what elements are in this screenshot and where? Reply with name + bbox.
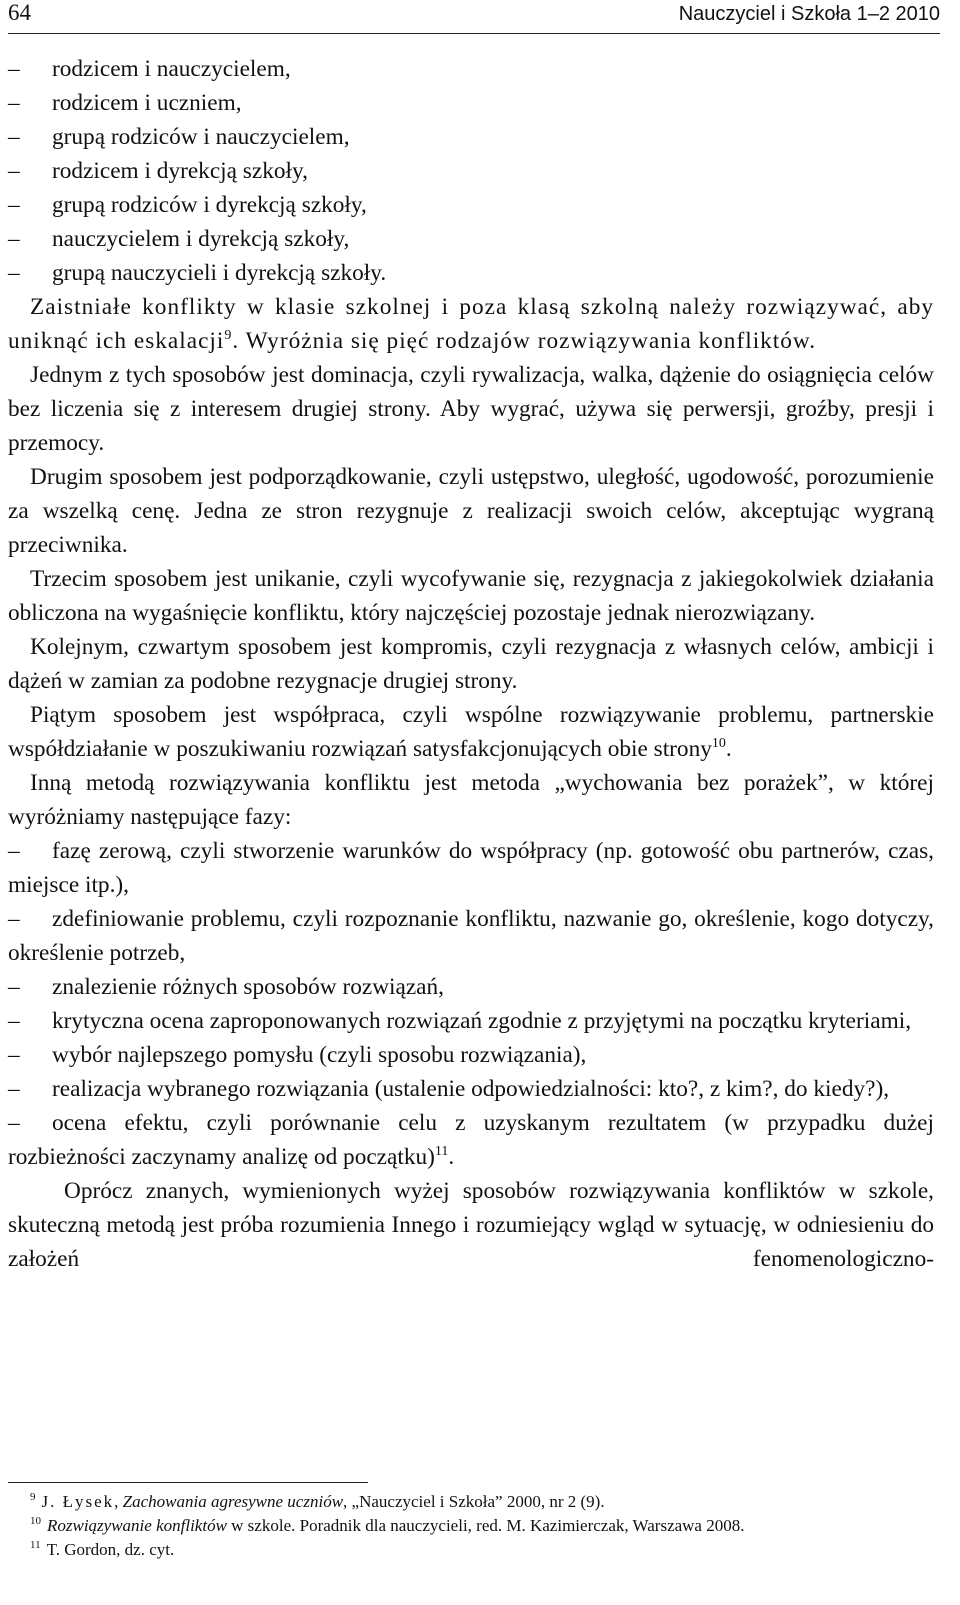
footnote-ref[interactable]: 10: [711, 736, 726, 751]
footnotes: [30, 1490, 930, 1562]
list-item: – krytyczna ocena zaproponowanych rozwiązań zgodnie z przyjętymi na początku kryteriami,: [8, 1004, 934, 1038]
list-item: – grupą rodziców i nauczycielem,: [8, 120, 934, 154]
paragraph-method: Inną metodą rozwiązywania konfliktu jest metoda „wychowania bez porażek”, w której wyróżniamy następujące fazy:: [8, 770, 934, 830]
list-item: – wybór najlepszego pomysłu (czyli sposobu rozwiązania),: [8, 1038, 934, 1072]
footnote-11: $^{11}$ T. Gordon, dz. cyt.: [30, 1539, 175, 1559]
list-item: – ocena efektu, czyli porównanie celu z uzyskanym rezultatem (w przypadku dużej rozbieżności zaczynamy analizę od początku)$^{11}$.: [8, 1106, 934, 1174]
list-item: – rodzicem i dyrekcją szkoły,: [8, 154, 934, 188]
paragraph-intro: Zaistniałe konflikty w klasie szkolnej i poza klasą szkolną należy rozwiązywać, aby uniknąć ich eskalacji$^9$. Wyróżnia się pięć rodzajów rozwiązywania konfliktów.: [8, 294, 934, 354]
list-item: – realizacja wybranego rozwiązania (ustalenie odpowiedzialności: kto?, z kim?, do kiedy?),: [8, 1072, 934, 1106]
paragraph-submission: Drugim sposobem jest podporządkowanie, czyli ustępstwo, uległość, ugodowość, porozumienie za wszelką cenę. Jedna ze stron rezygnuje z realizacji swoich celów, akceptując wygraną przeciwnika.: [8, 464, 934, 558]
paragraph-dominance: Jednym z tych sposobów jest dominacja, czyli rywalizacja, walka, dążenie do osiągnięcia celów bez liczenia się z interesem drugiej strony. Aby wygrać, używa się perwersji, groźby, presji i przemocy.: [8, 362, 934, 456]
paragraph-compromise: Kolejnym, czwartym sposobem jest kompromis, czyli rezygnacja z własnych celów, ambicji i dążeń w zamian za podobne rezygnacje drugiej strony.: [8, 634, 934, 694]
list-item: – nauczycielem i dyrekcją szkoły,: [8, 222, 934, 256]
journal-title: Nauczyciel i Szkoła 1–2 2010: [678, 3, 940, 25]
page-number: 64: [8, 0, 31, 25]
list-item: – rodzicem i nauczycielem,: [8, 52, 934, 86]
list-item: – fazę zerową, czyli stworzenie warunków do współpracy (np. gotowość obu partnerów, czas, miejsce itp.),: [8, 834, 934, 902]
list-participants: [8, 52, 934, 290]
footnote-9: $^9$ J. Łysek, Zachowania agresywne uczniów, „Nauczyciel i Szkoła” 2000, nr 2 (9).: [30, 1491, 605, 1511]
page-header: [8, 0, 940, 34]
paragraph-closing: Oprócz znanych, wymienionych wyżej sposobów rozwiązywania konfliktów w szkole, skuteczną metodą jest próba rozumienia Innego i rozumiejący wgląd w sytuację, w odniesieniu do założeń fenomenologiczno-: [8, 1178, 934, 1272]
list-item: – rodzicem i uczniem,: [8, 86, 934, 120]
list-item: – grupą nauczycieli i dyrekcją szkoły.: [8, 256, 934, 290]
paragraph-avoidance: Trzecim sposobem jest unikanie, czyli wycofywanie się, rezygnacja z jakiegokolwiek działania obliczona na wygaśnięcie konfliktu, który najczęściej pozostaje jednak nierozwiązany.: [8, 566, 934, 626]
footnote-10: $^{10}$ Rozwiązywanie konfliktów w szkole. Poradnik dla nauczycieli, red. M. Kazimierczak, Warszawa 2008.: [30, 1515, 745, 1535]
footnote-divider: [8, 1482, 368, 1483]
paragraph-cooperation: Piątym sposobem jest współpraca, czyli wspólne rozwiązywanie problemu, partnerskie współdziałanie w poszukiwaniu rozwiązań satysfakcjonujących obie strony$^{10}$.: [8, 702, 934, 762]
footnote-ref[interactable]: 11: [434, 1144, 449, 1159]
list-item: – znalezienie różnych sposobów rozwiązań,: [8, 970, 934, 1004]
list-item: – grupą rodziców i dyrekcją szkoły,: [8, 188, 934, 222]
list-item: – zdefiniowanie problemu, czyli rozpoznanie konfliktu, nazwanie go, określenie, kogo dotyczy, określenie potrzeb,: [8, 902, 934, 970]
main-text: [8, 52, 934, 1276]
footnote-ref[interactable]: 9: [224, 328, 233, 343]
list-phases: [8, 834, 934, 1174]
